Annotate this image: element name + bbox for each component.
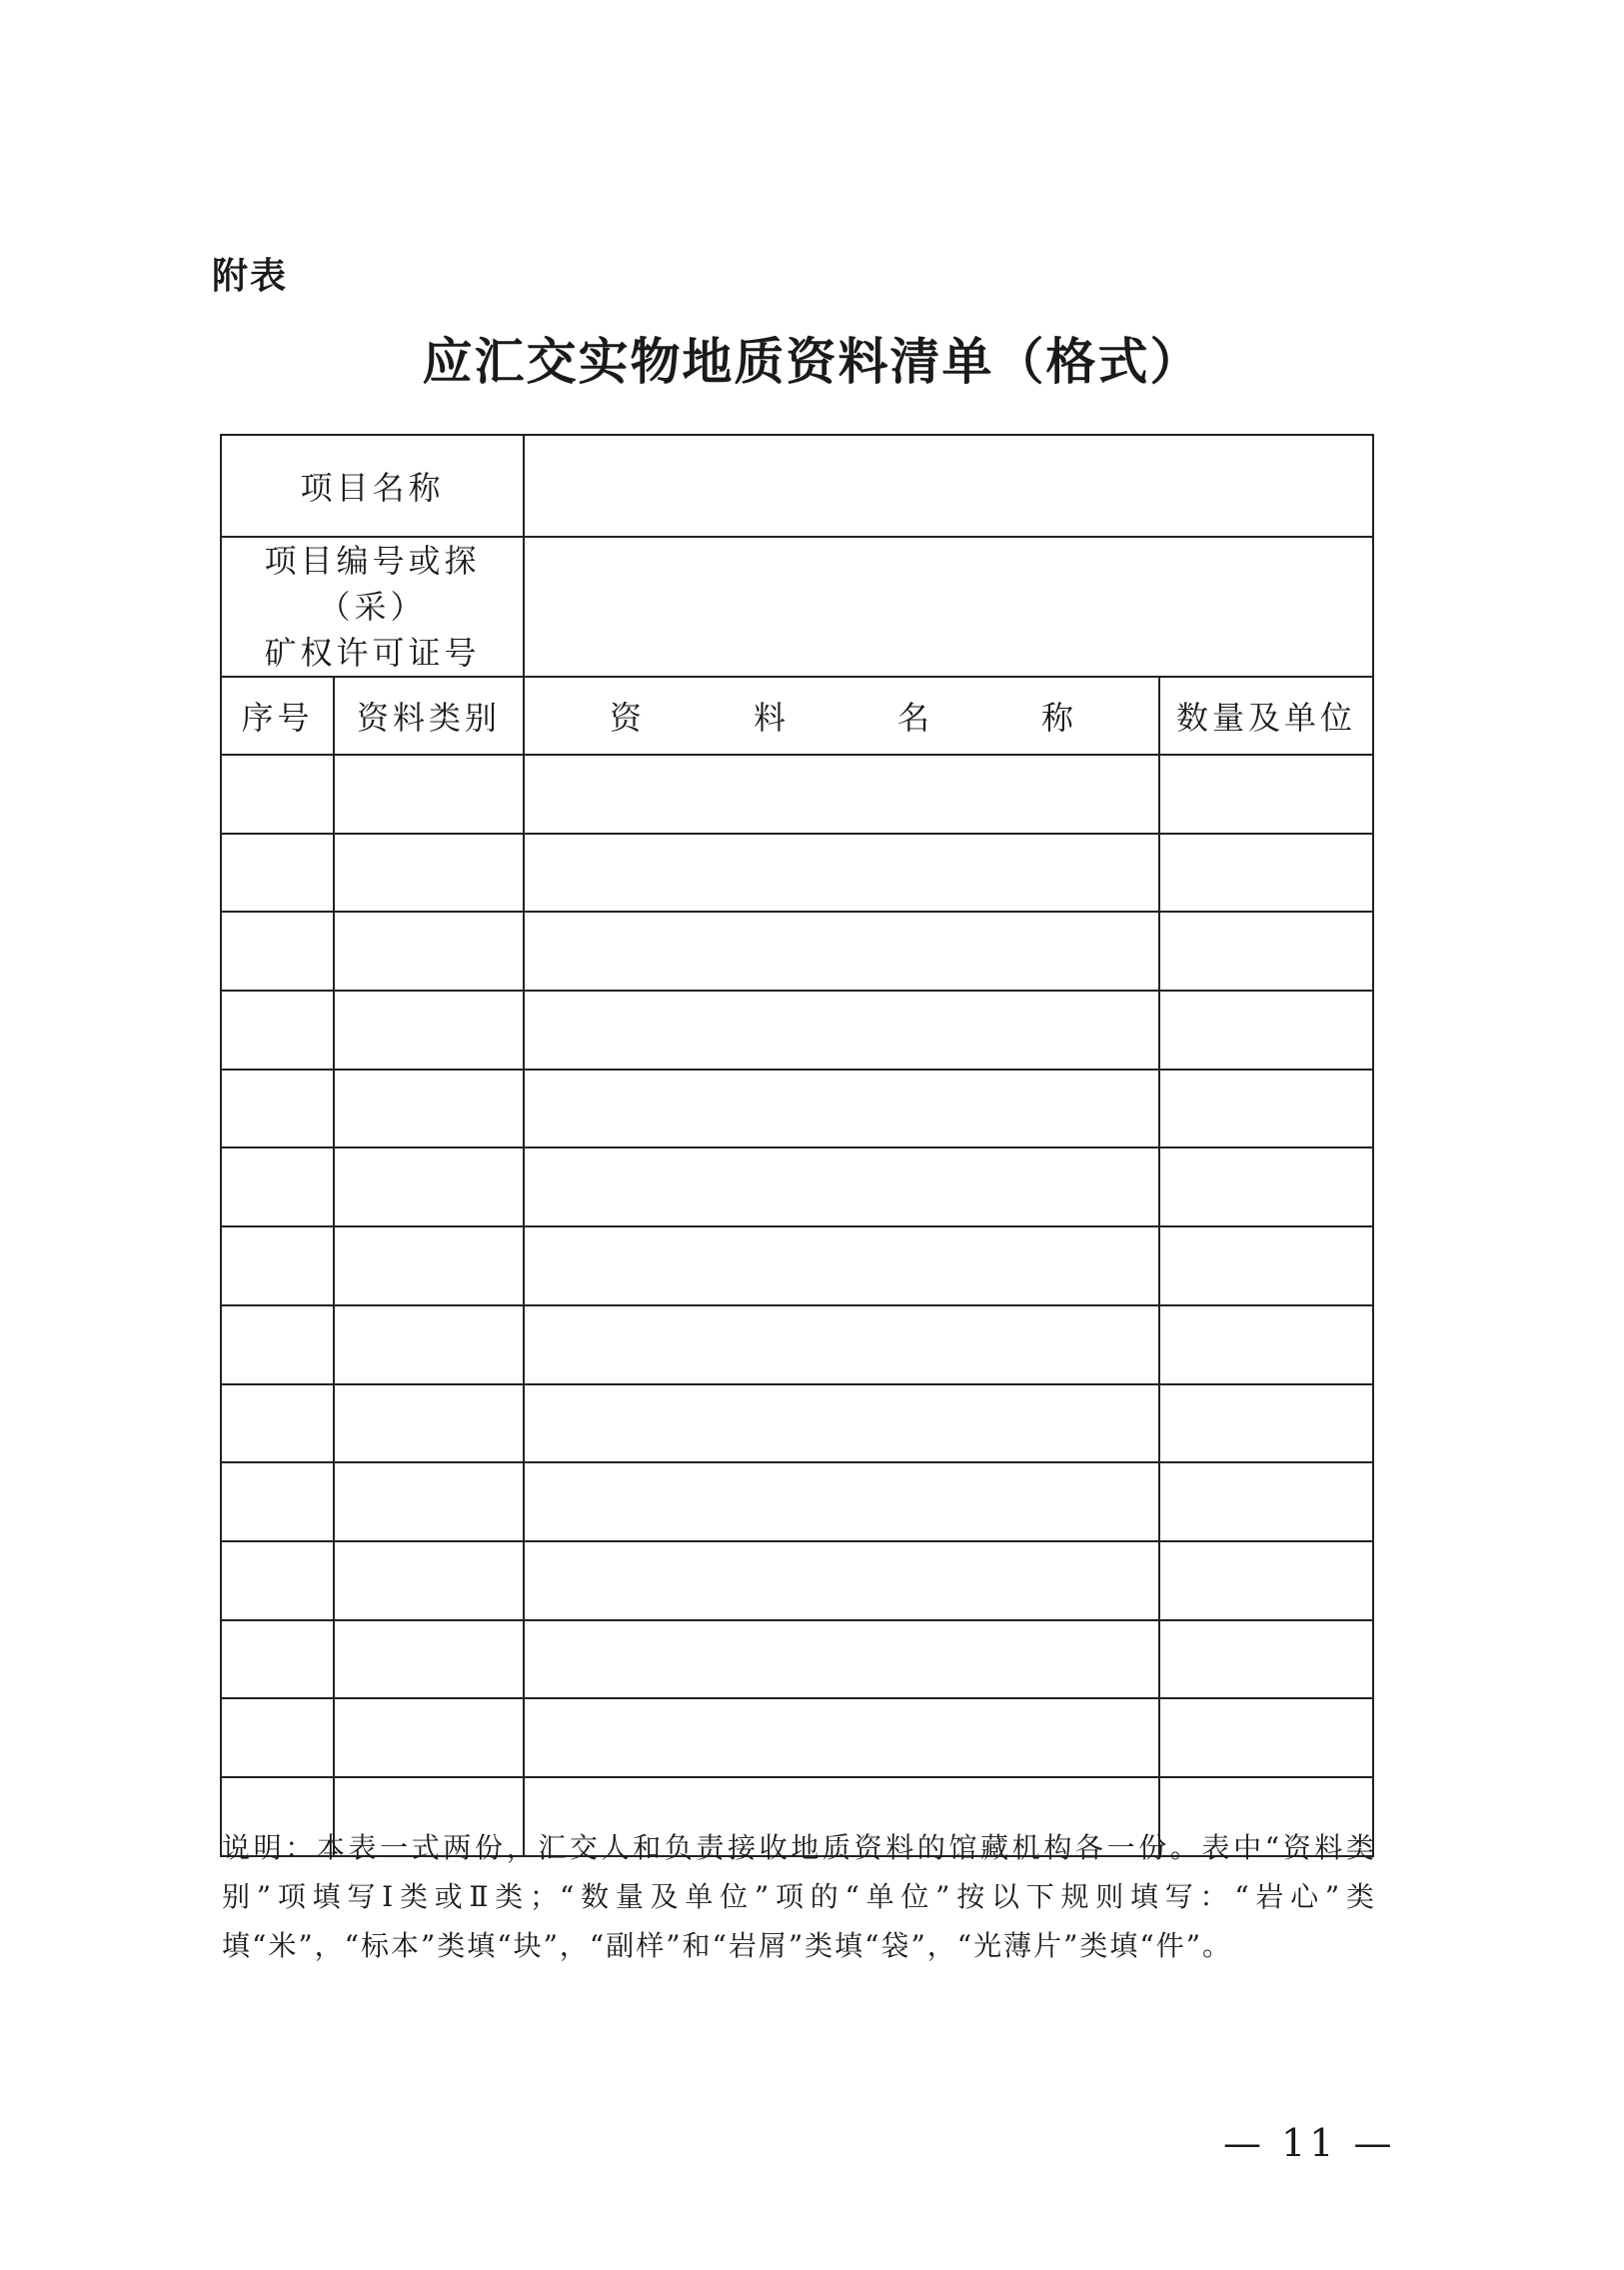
project-name-label: 项目名称 [221,435,524,537]
header-name-char: 料 [754,699,787,737]
project-name-field[interactable] [524,435,1373,537]
quantity-cell[interactable] [1159,1070,1373,1148]
category-cell[interactable] [334,1541,524,1620]
quantity-cell[interactable] [1159,1541,1373,1620]
category-cell[interactable] [334,1462,524,1541]
project-name-row [221,435,1373,537]
document-title: 应汇交实物地质资料清单（格式） [422,333,1202,391]
category-cell[interactable] [334,1620,524,1699]
seq-cell[interactable] [221,1070,334,1148]
material-name-cell[interactable] [524,991,1159,1070]
table-row [221,1147,1373,1226]
material-name-cell[interactable] [524,1070,1159,1148]
seq-cell[interactable] [221,834,334,913]
table-row [221,912,1373,991]
quantity-cell[interactable] [1159,1147,1373,1226]
header-quantity: 数量及单位 [1159,677,1373,755]
table-row [221,1070,1373,1148]
material-name-cell[interactable] [524,1384,1159,1463]
seq-cell[interactable] [221,912,334,991]
quantity-cell[interactable] [1159,991,1373,1070]
header-category: 资料类别 [334,677,524,755]
material-name-cell[interactable] [524,1147,1159,1226]
seq-cell[interactable] [221,1698,334,1777]
category-cell[interactable] [334,1070,524,1148]
table-row [221,834,1373,913]
explanation-note: 说明：本表一式两份，汇交人和负责接收地质资料的馆藏机构各一份。表中“资料类别”项填写Ⅰ类或Ⅱ类；“数量及单位”项的“单位”按以下规则填写：“岩心”类填“米”，“标本”类填“块”，“副样”和“岩屑”类填“袋”，“光薄片”类填“件”。 [222,1831,1376,1962]
category-cell[interactable] [334,912,524,991]
material-name-cell[interactable] [524,1698,1159,1777]
attachment-label: 附表 [212,256,289,297]
material-name-cell[interactable] [524,912,1159,991]
material-name-cell[interactable] [524,1541,1159,1620]
material-name-cell[interactable] [524,1305,1159,1384]
seq-cell[interactable] [221,1147,334,1226]
category-cell[interactable] [334,755,524,834]
seq-cell[interactable] [221,1305,334,1384]
header-name-char: 名 [897,699,930,737]
material-name-cell[interactable] [524,1620,1159,1699]
seq-cell[interactable] [221,1384,334,1463]
category-cell[interactable] [334,991,524,1070]
category-cell[interactable] [334,1384,524,1463]
table-row [221,1462,1373,1541]
header-name-char: 称 [1041,699,1074,737]
quantity-cell[interactable] [1159,834,1373,913]
project-number-field[interactable] [524,537,1373,677]
table-row [221,1305,1373,1384]
material-name-cell[interactable] [524,1226,1159,1305]
quantity-cell[interactable] [1159,912,1373,991]
category-cell[interactable] [334,1305,524,1384]
quantity-cell[interactable] [1159,1462,1373,1541]
table-row [221,1226,1373,1305]
quantity-cell[interactable] [1159,1226,1373,1305]
quantity-cell[interactable] [1159,1384,1373,1463]
seq-cell[interactable] [221,755,334,834]
seq-cell[interactable] [221,1541,334,1620]
material-name-cell[interactable] [524,834,1159,913]
material-name-cell[interactable] [524,755,1159,834]
project-number-label [221,537,524,677]
header-seq: 序号 [221,677,334,755]
seq-cell[interactable] [221,1620,334,1699]
seq-cell[interactable] [221,991,334,1070]
category-cell[interactable] [334,1147,524,1226]
material-list-table [220,434,1374,1857]
project-number-row [221,537,1373,677]
category-cell[interactable] [334,834,524,913]
table-row [221,1620,1373,1699]
header-name-char: 资 [609,699,642,737]
project-number-label-line1: 项目编号或探（采） [264,542,481,626]
project-number-label-line2: 矿权许可证号 [264,634,481,672]
seq-cell[interactable] [221,1226,334,1305]
quantity-cell[interactable] [1159,1305,1373,1384]
table-row [221,1698,1373,1777]
quantity-cell[interactable] [1159,1698,1373,1777]
category-cell[interactable] [334,1226,524,1305]
table-row [221,991,1373,1070]
seq-cell[interactable] [221,1462,334,1541]
category-cell[interactable] [334,1698,524,1777]
table-row [221,755,1373,834]
page-number: — 11 — [1223,2121,1396,2165]
material-name-cell[interactable] [524,1462,1159,1541]
column-header-row [221,677,1373,755]
header-material-name [524,677,1159,755]
quantity-cell[interactable] [1159,755,1373,834]
quantity-cell[interactable] [1159,1620,1373,1699]
table-row [221,1541,1373,1620]
table-row [221,1384,1373,1463]
